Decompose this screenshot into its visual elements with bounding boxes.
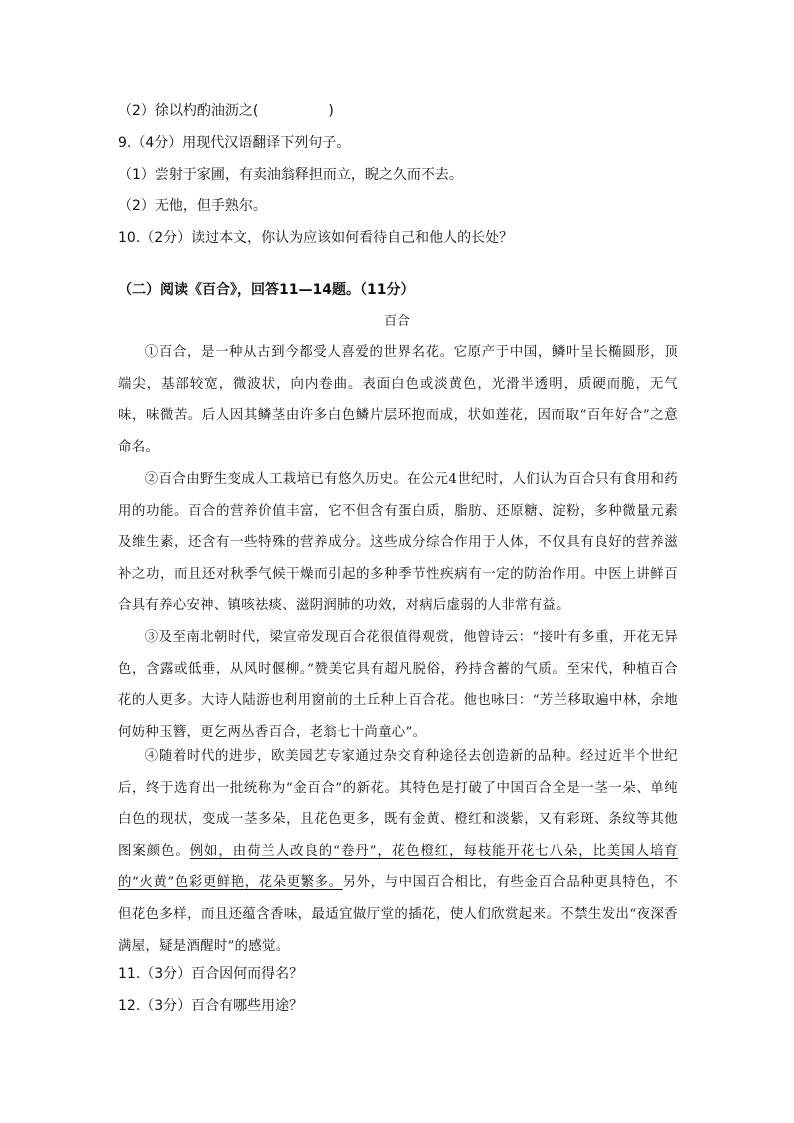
question-8-part-2 — [118, 101, 334, 121]
article-title: 百合 — [383, 314, 410, 329]
article-paragraph-4 — [118, 741, 678, 962]
article-paragraph-2: ②百合由野生变成人工栽培已有悠久历史。在公元4世纪时，人们认为百合只有食用和药用的功能。百合的营养价值丰富，它不但含有蛋白质，脂肪、还原糖、淀粉，多种微量元素及维生素，还含有一些特殊的营养成分。这些成分综合作用于人体，不仅具有良好的营养滋补之功，而且还对秋季气候干燥而引起的多种季节性疾病有一定的防治作用。中医上讲鲜百合具有养心安神、镇咳祛痰、滋阴润肺的功效，对病后虚弱的人非常有益。 — [118, 472, 678, 614]
article-paragraph-3-text: ③及至南北朝时代，梁宣帝发现百合花很值得观赏，他曾诗云：“接叶有多重，开花无异色，含露或低垂，从风时偃柳。”赞美它具有超凡脱俗，矜持含蓄的气质。至宋代，种植百合花的人更多。大诗人陆游也利用窗前的土丘种上百合花。他也咏曰：“芳兰移取遍中林，余地何妨种玉簪，更乞两丛香百合，老翁七十尚童心”。 — [118, 630, 678, 740]
question-8-part-2-text: （2）徐以杓酌油沥之( — [118, 103, 259, 119]
question-8-part-2-close: ) — [328, 103, 334, 119]
question-12: 12.（3分）百合有哪些用途？ — [118, 998, 304, 1014]
article-paragraph-3 — [118, 622, 678, 748]
question-11: 11.（3分）百合因何而得名？ — [118, 966, 304, 982]
article-paragraph-4-underlined: 例如，由荷兰人改良的“卷丹”，花色橙红，每枝能开花七八朵，比美国人培育的“火黄”色彩更鲜艳，花朵更繁多。 — [118, 843, 678, 891]
section-2-heading: （二）阅读《百合》，回答11—14题。（11分） — [118, 282, 415, 298]
article-paragraph-4-start: ④随着时代的进步，欧美园艺专家通过杂交育种途径去创造新的品种。经过近半个世纪后，终于选育出一批统称为“金百合”的新花。其特色是打破了中国百合全是一茎一朵、单纯白色的现状，变成一茎多朵，且花色更多，既有金黄、橙红和淡紫，又有彩斑、条纹等其他图案颜色。 — [118, 749, 678, 859]
article-paragraph-4-end: 另外，与中国百合相比，有些金百合品种更具特色，不但花色多样，而且还蕴含香味，最适宜做厅堂的插花，使人们欣赏起来。不禁生发出“夜深香满屋，疑是酒醒时”的感觉。 — [118, 875, 678, 954]
question-9: 9.（4分）用现代汉语翻译下列句子。 — [118, 135, 351, 151]
question-10: 10.（2分）读过本文，你认为应该如何看待自己和他人的长处？ — [118, 230, 514, 246]
article-paragraph-1: ①百合，是一种从古到今都受人喜爱的世界名花。它原产于中国，鳞叶呈长椭圆形，顶端尖，基部较宽，微波状，向内卷曲。表面白色或淡黄色，光滑半透明，质硬而脆，无气味，味微苦。后人因其鳞茎由许多白色鳞片层环抱而成，状如莲花，因而取“百年好合”之意命名。 — [118, 345, 678, 455]
question-9-part-2: （2）无他，但手熟尔。 — [118, 198, 267, 214]
question-9-part-1: （1）尝射于家圃，有卖油翁释担而立，睨之久而不去。 — [118, 167, 463, 183]
